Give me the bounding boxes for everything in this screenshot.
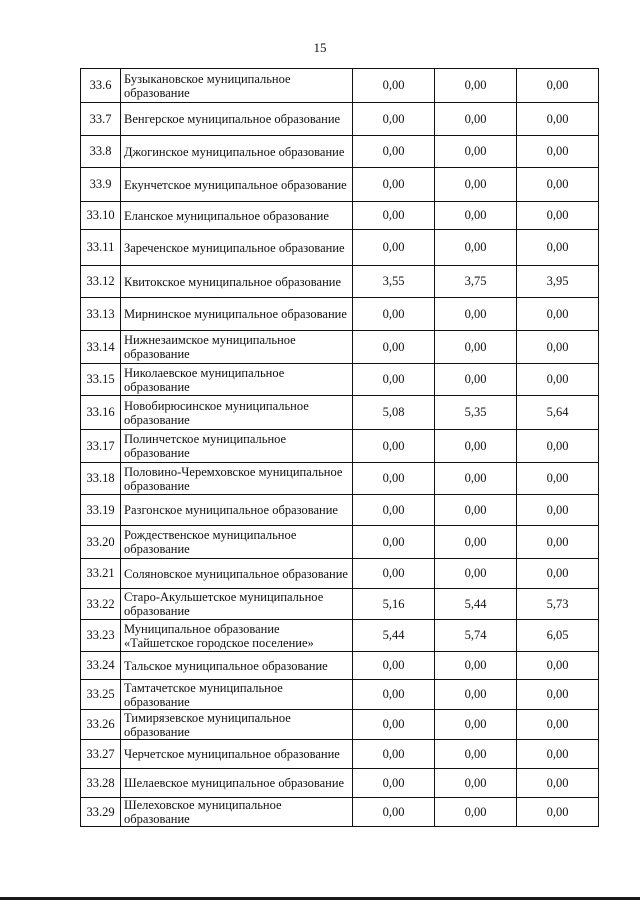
table-row: [81, 559, 599, 589]
value-cell-3: 5,73: [517, 589, 599, 620]
value-cell-1: 0,00: [353, 798, 435, 827]
row-number-cell: 33.22: [81, 589, 121, 620]
value-cell-2: 5,44: [435, 589, 517, 620]
value-cell-2: 0,00: [435, 168, 517, 202]
table-row: [81, 396, 599, 430]
value-cell-1: 0,00: [353, 710, 435, 740]
value-cell-1: 0,00: [353, 331, 435, 364]
row-number-cell: 33.14: [81, 331, 121, 364]
value-cell-3: 0,00: [517, 69, 599, 103]
value-cell-2: 0,00: [435, 798, 517, 827]
municipality-name-cell: Джогинское муниципальное образование: [121, 136, 353, 168]
value-cell-1: 0,00: [353, 463, 435, 495]
data-table: [80, 68, 599, 827]
table-row: [81, 69, 599, 103]
row-number-cell: 33.11: [81, 230, 121, 266]
row-number-cell: 33.28: [81, 769, 121, 798]
value-cell-1: 0,00: [353, 740, 435, 769]
value-cell-1: 0,00: [353, 559, 435, 589]
value-cell-2: 0,00: [435, 136, 517, 168]
value-cell-1: 0,00: [353, 69, 435, 103]
value-cell-3: 0,00: [517, 331, 599, 364]
value-cell-2: 0,00: [435, 69, 517, 103]
row-number-cell: 33.19: [81, 495, 121, 526]
table-row: [81, 298, 599, 331]
municipality-name-cell: Соляновское муниципальное образование: [121, 559, 353, 589]
value-cell-3: 0,00: [517, 463, 599, 495]
value-cell-2: 0,00: [435, 230, 517, 266]
table-row: [81, 526, 599, 559]
value-cell-1: 0,00: [353, 230, 435, 266]
value-cell-1: 5,44: [353, 620, 435, 652]
value-cell-3: 0,00: [517, 364, 599, 396]
table-row: [81, 620, 599, 652]
row-number-cell: 33.17: [81, 430, 121, 463]
value-cell-3: 0,00: [517, 202, 599, 230]
value-cell-3: 6,05: [517, 620, 599, 652]
row-number-cell: 33.20: [81, 526, 121, 559]
value-cell-2: 0,00: [435, 652, 517, 680]
municipality-name-cell: Еланское муниципальное образование: [121, 202, 353, 230]
row-number-cell: 33.8: [81, 136, 121, 168]
municipality-name-cell: Рождественское муниципальное образование: [121, 526, 353, 559]
municipality-name-cell: Старо-Акульшетское муниципальное образование: [121, 589, 353, 620]
value-cell-2: 0,00: [435, 740, 517, 769]
row-number-cell: 33.24: [81, 652, 121, 680]
table-row: [81, 495, 599, 526]
value-cell-3: 0,00: [517, 526, 599, 559]
row-number-cell: 33.25: [81, 680, 121, 710]
value-cell-1: 0,00: [353, 202, 435, 230]
value-cell-2: 0,00: [435, 103, 517, 136]
table-row: [81, 769, 599, 798]
value-cell-2: 0,00: [435, 526, 517, 559]
value-cell-3: 0,00: [517, 298, 599, 331]
municipality-name-cell: Шелаевское муниципальное образование: [121, 769, 353, 798]
value-cell-2: 0,00: [435, 331, 517, 364]
row-number-cell: 33.15: [81, 364, 121, 396]
municipality-name-cell: Мирнинское муниципальное образование: [121, 298, 353, 331]
value-cell-3: 5,64: [517, 396, 599, 430]
municipality-name-cell: Тамтачетское муниципальное образование: [121, 680, 353, 710]
table-row: [81, 680, 599, 710]
table-row: [81, 589, 599, 620]
table-row: [81, 168, 599, 202]
row-number-cell: 33.12: [81, 266, 121, 298]
row-number-cell: 33.29: [81, 798, 121, 827]
value-cell-1: 5,16: [353, 589, 435, 620]
value-cell-2: 0,00: [435, 710, 517, 740]
value-cell-1: 0,00: [353, 364, 435, 396]
value-cell-3: 3,95: [517, 266, 599, 298]
value-cell-1: 0,00: [353, 168, 435, 202]
value-cell-2: 0,00: [435, 202, 517, 230]
row-number-cell: 33.26: [81, 710, 121, 740]
value-cell-2: 0,00: [435, 495, 517, 526]
table-row: [81, 364, 599, 396]
table-row: [81, 136, 599, 168]
row-number-cell: 33.7: [81, 103, 121, 136]
value-cell-2: 0,00: [435, 364, 517, 396]
table-row: [81, 463, 599, 495]
table-row: [81, 202, 599, 230]
table-row: [81, 230, 599, 266]
row-number-cell: 33.9: [81, 168, 121, 202]
municipality-name-cell: Нижнезаимское муниципальное образование: [121, 331, 353, 364]
value-cell-1: 0,00: [353, 769, 435, 798]
municipality-name-cell: Екунчетское муниципальное образование: [121, 168, 353, 202]
value-cell-2: 5,35: [435, 396, 517, 430]
table-row: [81, 103, 599, 136]
row-number-cell: 33.23: [81, 620, 121, 652]
value-cell-3: 0,00: [517, 740, 599, 769]
row-number-cell: 33.10: [81, 202, 121, 230]
table-row: [81, 430, 599, 463]
table-row: [81, 266, 599, 298]
table-row: [81, 331, 599, 364]
row-number-cell: 33.21: [81, 559, 121, 589]
row-number-cell: 33.6: [81, 69, 121, 103]
value-cell-3: 0,00: [517, 136, 599, 168]
page-number: 15: [313, 40, 327, 55]
row-number-cell: 33.13: [81, 298, 121, 331]
value-cell-3: 0,00: [517, 710, 599, 740]
value-cell-3: 0,00: [517, 230, 599, 266]
value-cell-1: 0,00: [353, 430, 435, 463]
municipality-name-cell: Половино-Черемховское муниципальное образование: [121, 463, 353, 495]
table-row: [81, 740, 599, 769]
value-cell-2: 0,00: [435, 559, 517, 589]
value-cell-2: 3,75: [435, 266, 517, 298]
municipality-name-cell: Муниципальное образование «Тайшетское городское поселение»: [121, 620, 353, 652]
value-cell-1: 0,00: [353, 526, 435, 559]
value-cell-3: 0,00: [517, 769, 599, 798]
value-cell-2: 0,00: [435, 463, 517, 495]
value-cell-1: 0,00: [353, 652, 435, 680]
value-cell-2: 0,00: [435, 680, 517, 710]
value-cell-1: 0,00: [353, 298, 435, 331]
table-row: [81, 652, 599, 680]
table-row: [81, 710, 599, 740]
value-cell-1: 5,08: [353, 396, 435, 430]
municipality-name-cell: Шелеховское муниципальное образование: [121, 798, 353, 827]
value-cell-3: 0,00: [517, 103, 599, 136]
value-cell-1: 0,00: [353, 103, 435, 136]
value-cell-2: 0,00: [435, 298, 517, 331]
row-number-cell: 33.18: [81, 463, 121, 495]
value-cell-2: 0,00: [435, 769, 517, 798]
municipality-name-cell: Квитокское муниципальное образование: [121, 266, 353, 298]
bottom-border-line: [0, 897, 640, 900]
municipality-name-cell: Новобирюсинское муниципальное образование: [121, 396, 353, 430]
municipality-name-cell: Венгерское муниципальное образование: [121, 103, 353, 136]
municipality-name-cell: Бузыкановское муниципальное образование: [121, 69, 353, 103]
value-cell-3: 0,00: [517, 559, 599, 589]
table-row: [81, 798, 599, 827]
value-cell-2: 5,74: [435, 620, 517, 652]
value-cell-3: 0,00: [517, 430, 599, 463]
row-number-cell: 33.16: [81, 396, 121, 430]
value-cell-3: 0,00: [517, 680, 599, 710]
municipality-name-cell: Полинчетское муниципальное образование: [121, 430, 353, 463]
value-cell-3: 0,00: [517, 168, 599, 202]
municipality-name-cell: Черчетское муниципальное образование: [121, 740, 353, 769]
municipality-name-cell: Разгонское муниципальное образование: [121, 495, 353, 526]
value-cell-1: 0,00: [353, 495, 435, 526]
value-cell-3: 0,00: [517, 798, 599, 827]
municipality-name-cell: Тальское муниципальное образование: [121, 652, 353, 680]
value-cell-1: 0,00: [353, 680, 435, 710]
value-cell-3: 0,00: [517, 652, 599, 680]
value-cell-1: 0,00: [353, 136, 435, 168]
municipality-name-cell: Николаевское муниципальное образование: [121, 364, 353, 396]
value-cell-3: 0,00: [517, 495, 599, 526]
municipality-name-cell: Зареченское муниципальное образование: [121, 230, 353, 266]
value-cell-1: 3,55: [353, 266, 435, 298]
value-cell-2: 0,00: [435, 430, 517, 463]
row-number-cell: 33.27: [81, 740, 121, 769]
table-body: [81, 69, 599, 827]
municipality-name-cell: Тимирязевское муниципальное образование: [121, 710, 353, 740]
